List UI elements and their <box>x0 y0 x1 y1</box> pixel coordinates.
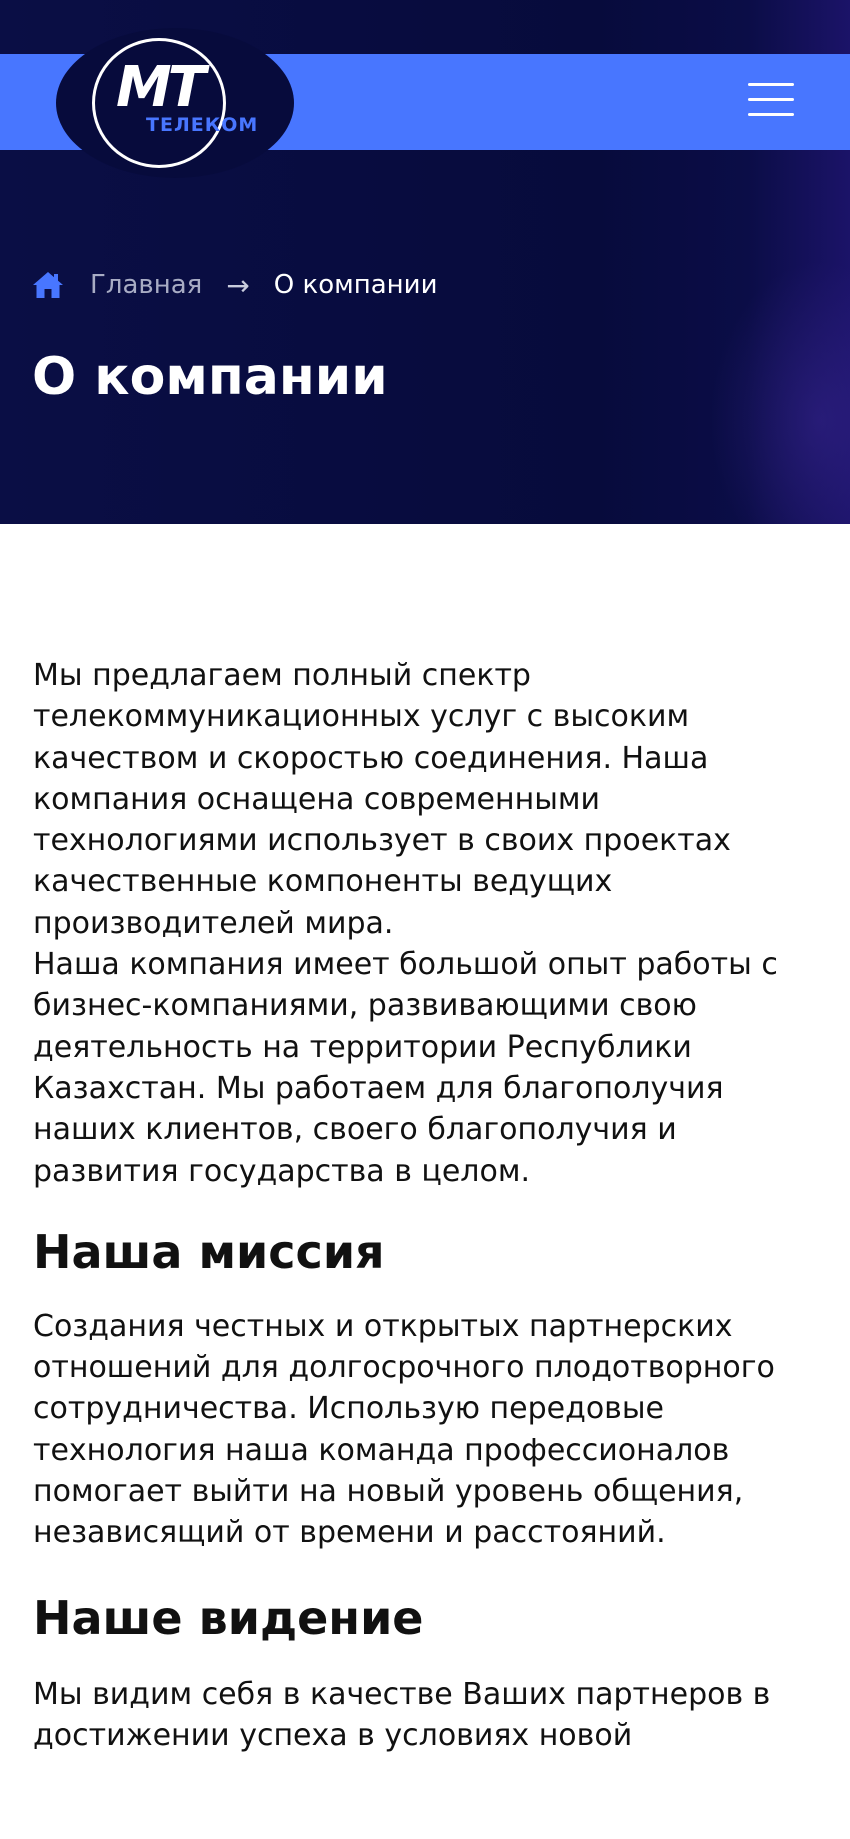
intro-paragraph-2: Наша компания имеет большой опыт работы с бизнес-компаниями, развивающими свою деятельность на территории Республики Казахстан. Мы работаем для благополучия наших клиентов, своего благополучия и развития государства в целом. <box>33 947 778 1189</box>
hamburger-menu-icon[interactable] <box>746 80 798 122</box>
breadcrumb-current: О компании <box>273 270 438 300</box>
menu-bar <box>748 83 794 86</box>
about-content <box>33 655 823 1756</box>
home-icon[interactable] <box>32 270 64 300</box>
intro-paragraph-1: Мы предлагаем полный спектр телекоммуникационных услуг с высоким качеством и скоростью соединения. Наша компания оснащена современными технологиями использует в своих проектах качественные компоненты ведущих производителей мира. <box>33 658 731 941</box>
breadcrumb <box>32 268 437 302</box>
hero-glow-decoration <box>710 260 850 524</box>
vision-paragraph: Мы видим себя в качестве Ваших партнеров в достижении успеха в условиях новой <box>33 1676 771 1753</box>
logo-mark: MT <box>116 55 202 120</box>
vision-heading: Наше видение <box>33 1590 424 1645</box>
menu-bar <box>748 113 794 116</box>
mission-heading: Наша миссия <box>33 1224 385 1279</box>
logo-text: ТЕЛЕКОМ <box>146 114 259 136</box>
page-header <box>0 0 850 524</box>
breadcrumb-home-link[interactable]: Главная <box>90 270 203 300</box>
page-title: О компании <box>32 347 388 407</box>
mission-paragraph: Создания честных и открытых партнерских отношений для долгосрочного плодотворного сотрудничества. Использую передовые технология наша команда профессионалов помогает выйти на новый уровень общения, независящий от времени и расстояний. <box>33 1308 775 1551</box>
menu-bar <box>748 98 794 101</box>
breadcrumb-arrow-icon: → <box>226 268 250 302</box>
